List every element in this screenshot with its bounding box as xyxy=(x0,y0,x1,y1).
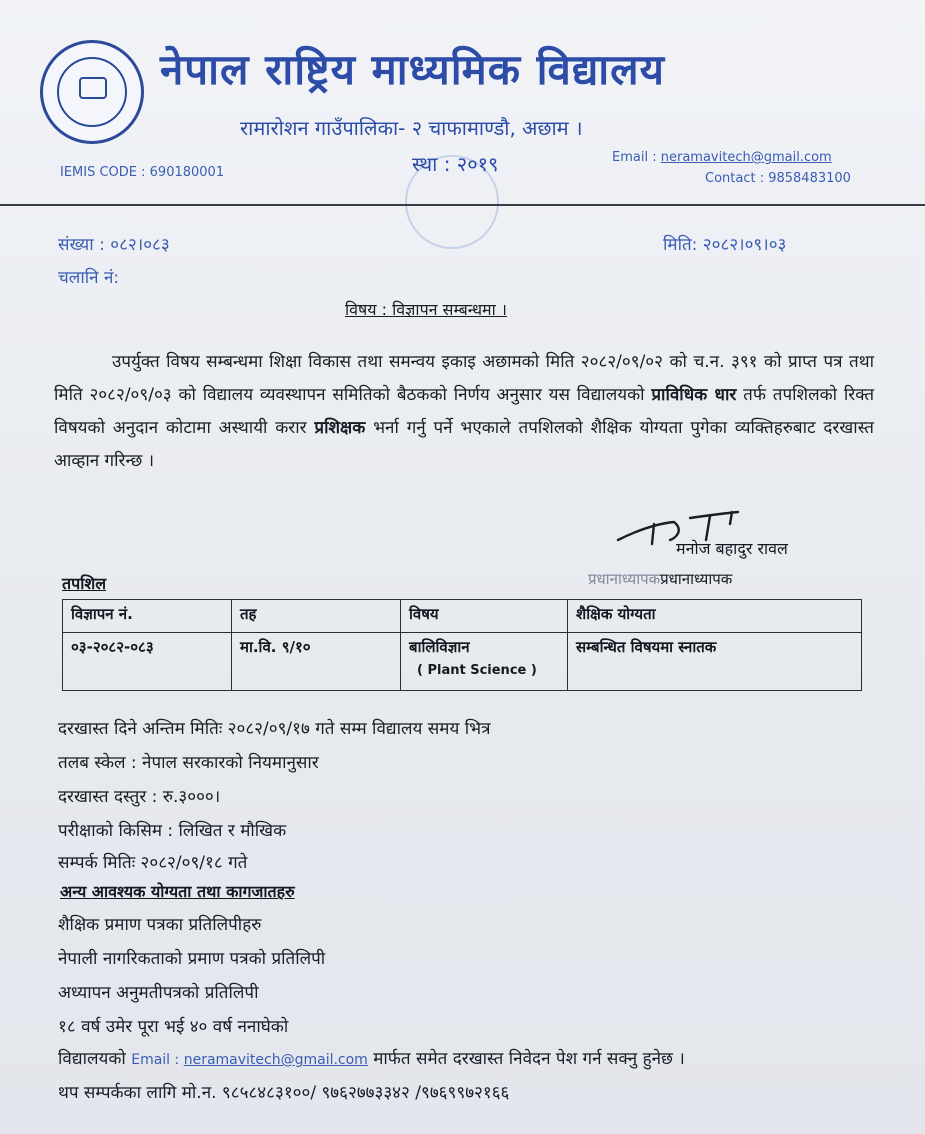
letter-date: मिति: २०८२।०९।०३ xyxy=(663,235,787,255)
details-heading: तपशिल xyxy=(62,574,107,593)
application-deadline: दरखास्त दिने अन्तिम मितिः २०८२/०९/१७ गते सम्म विद्यालय समय भित्र xyxy=(58,719,491,739)
header-email-link[interactable]: neramavitech@gmail.com xyxy=(660,150,832,165)
header-email-label: Email : xyxy=(612,150,657,165)
stamp-text: प्रधानाध्यापक xyxy=(588,570,661,588)
cell-ad-number: ०३-२०८२-०८३ xyxy=(63,633,232,691)
letter-subject: विषय : विज्ञापन सम्बन्धमा । xyxy=(345,300,507,319)
body-bold-trainer: प्रशिक्षक xyxy=(314,418,366,438)
school-name: नेपाल राष्ट्रिय माध्यमिक विद्यालय xyxy=(160,45,666,94)
col-subject: विषय xyxy=(401,600,568,633)
requirement-item: १८ वर्ष उमेर पूरा भई ४० वर्ष ननाघेको xyxy=(58,1017,289,1037)
contact-date: सम्पर्क मितिः २०८२/०९/१८ गते xyxy=(58,853,248,873)
header-divider xyxy=(0,204,925,206)
school-address: रामारोशन गाउँपालिका- २ चाफामाण्डौ, अछाम । xyxy=(240,116,583,140)
col-qualification: शैक्षिक योग्यता xyxy=(568,600,862,633)
school-seal-logo xyxy=(40,40,144,144)
body-part-1: उपर्युक्त विषय सम्बन्धमा शिक्षा विकास तथा समन्वय इकाइ अछामको मिति २०८२/०९/०२ को च.न. ३९१ को प्राप्त पत्र तथा मिति २०८२/०९/०३ को विद्यालय व्यवस्थापन समितिको बैठकको निर्णय अनुसार यस विद्यालयको xyxy=(54,352,874,405)
established-year: स्था : २०१९ xyxy=(412,152,499,176)
requirement-item: अध्यापन अनुमतीपत्रको प्रतिलिपी xyxy=(58,983,259,1003)
iemis-code: IEMIS CODE : 690180001 xyxy=(60,165,225,180)
via-email xyxy=(131,1052,368,1068)
via-email-label: Email : xyxy=(131,1052,180,1068)
dispatch-number: चलानि नं: xyxy=(58,268,120,288)
letter-body xyxy=(54,346,874,478)
exam-type: परीक्षाको किसिम : लिखित र मौखिक xyxy=(58,821,287,841)
cell-qualification: सम्बन्धित विषयमा स्नातक xyxy=(568,633,862,691)
col-ad-number: विज्ञापन नं. xyxy=(63,600,232,633)
reference-number: संख्या : ०८२।०८३ xyxy=(58,235,170,255)
signatory-title: प्रधानाध्यापक xyxy=(660,570,733,588)
salary-scale: तलब स्केल : नेपाल सरकारको नियमानुसार xyxy=(58,753,319,773)
requirement-item: शैक्षिक प्रमाण पत्रका प्रतिलिपीहरु xyxy=(58,915,262,935)
table-header-row xyxy=(63,600,862,633)
vacancy-table xyxy=(62,599,862,691)
contact-phones: थप सम्पर्कका लागि मो.न. ९८५८४८३१००/ ९७६२७७३३४२ /९७६९९७२१६६ xyxy=(58,1083,510,1103)
cell-level: मा.वि. ९/१० xyxy=(232,633,401,691)
cell-subject xyxy=(401,633,568,691)
seal-emblem xyxy=(79,77,107,99)
cell-subject-en: ( Plant Science ) xyxy=(417,663,537,678)
submission-via-email xyxy=(58,1046,685,1069)
header-contact: Contact : 9858483100 xyxy=(705,171,851,186)
via-suffix: मार्फत समेत दरखास्त निवेदन पेश गर्न सक्नु हुनेछ । xyxy=(373,1049,685,1069)
table-row xyxy=(63,633,862,691)
signatory-title-block xyxy=(588,569,732,589)
via-prefix: विद्यालयको xyxy=(58,1049,126,1069)
col-level: तह xyxy=(232,600,401,633)
via-email-link[interactable]: neramavitech@gmail.com xyxy=(183,1052,368,1068)
body-part-2: तर्फ तपशिलको रिक्त विषयको अनुदान कोटामा अस्थायी करार xyxy=(54,385,875,438)
signatory-name: मनोज बहादुर रावल xyxy=(676,539,788,558)
header-email xyxy=(612,150,832,165)
requirements-heading: अन्य आवश्यक योग्यता तथा कागजातहरु xyxy=(60,882,295,901)
requirement-item: नेपाली नागरिकताको प्रमाण पत्रको प्रतिलिपी xyxy=(58,949,326,969)
cell-subject-np: बालिविज्ञान xyxy=(409,638,470,656)
body-bold-stream: प्राविधिक धार xyxy=(651,385,737,405)
application-fee: दरखास्त दस्तुर : रु.३०००। xyxy=(58,787,221,807)
body-part-3: भर्ना गर्नु पर्ने भएकाले तपशिलको शैक्षिक योग्यता पुगेका व्यक्तिहरुबाट दरखास्त आव्हान गरिन्छ । xyxy=(54,418,874,471)
